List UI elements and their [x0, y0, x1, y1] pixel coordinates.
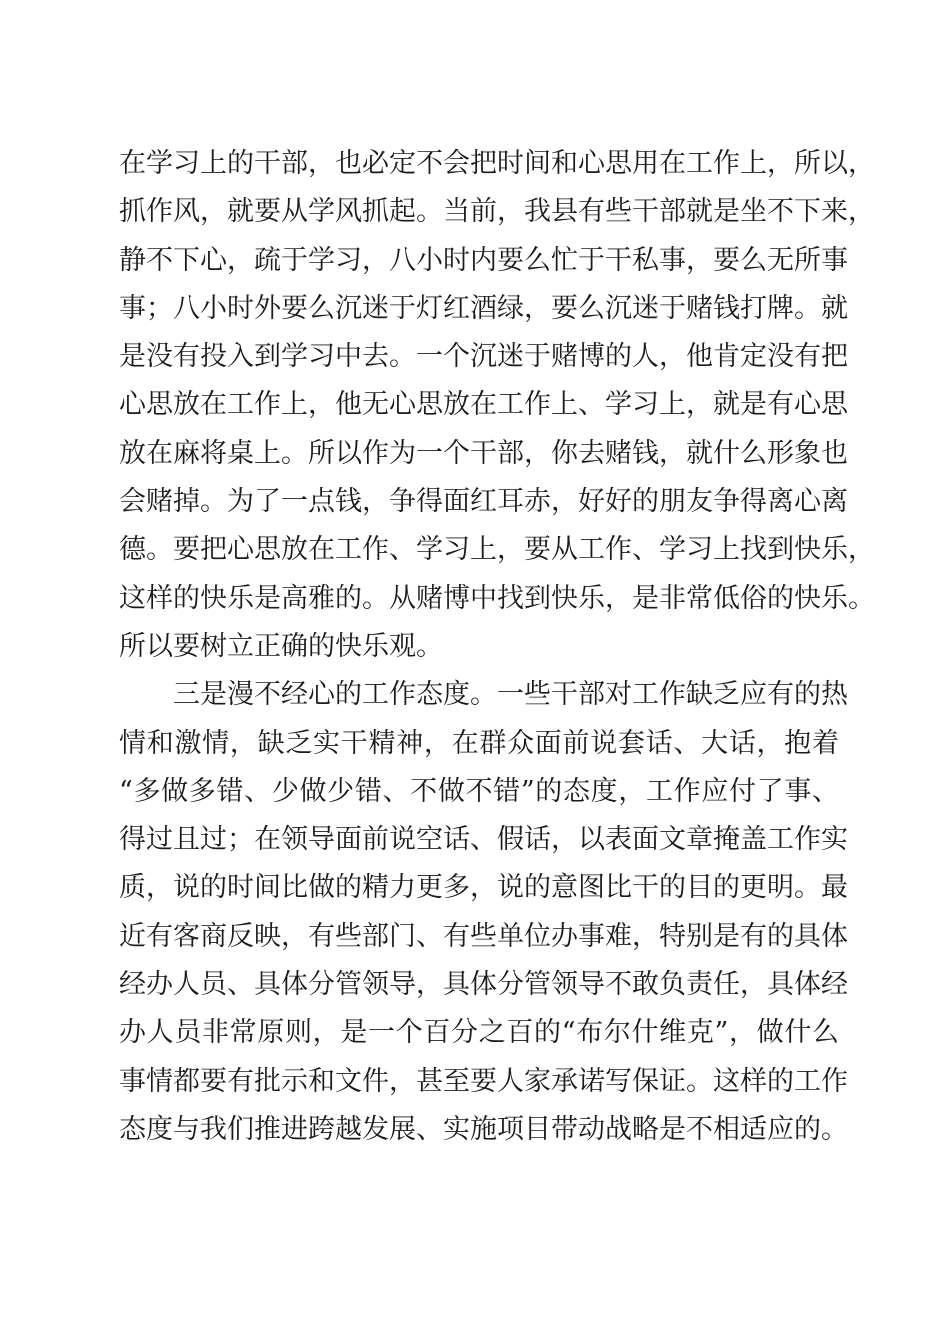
text-line: 得过且过；在领导面前说空话、假话，以表面文章掩盖工作实	[119, 824, 848, 856]
text-line: 近有客商反映，有些部门、有些单位办事难，特别是有的具体	[119, 920, 848, 952]
text-line: 会赌掉。为了一点钱，争得面红耳赤，好好的朋友争得离心离	[119, 486, 848, 518]
text-line: 情和激情，缺乏实干精神，在群众面前说套话、大话，抱着	[119, 727, 839, 759]
text-line: 抓作风，就要从学风抓起。当前，我县有些干部就是坐不下来，	[119, 196, 875, 228]
text-line: 德。要把心思放在工作、学习上，要从工作、学习上找到快乐，	[119, 534, 875, 566]
text-line: 静不下心，疏于学习，八小时内要么忙于干私事，要么无所事	[119, 244, 848, 276]
text-line: 事；八小时外要么沉迷于灯红酒绿，要么沉迷于赌钱打牌。就	[119, 292, 848, 324]
text-line: 质，说的时间比做的精力更多，说的意图比干的目的更明。最	[119, 872, 848, 904]
text-line: 办人员非常原则，是一个百分之百的“布尔什维克”，做什么	[119, 1017, 839, 1049]
body-text	[119, 140, 875, 1154]
text-line: 是没有投入到学习中去。一个沉迷于赌博的人，他肯定没有把	[119, 341, 848, 373]
text-line: 态度与我们推进跨越发展、实施项目带动战略是不相适应的。	[119, 1113, 848, 1145]
text-line: 事情都要有批示和文件，甚至要人家承诺写保证。这样的工作	[119, 1065, 848, 1097]
text-line: 在学习上的干部，也必定不会把时间和心思用在工作上，所以，	[119, 148, 875, 179]
text-line: “多做多错、少做少错、不做不错”的态度，工作应付了事、	[119, 775, 839, 807]
text-line: 所以要树立正确的快乐观。	[119, 630, 443, 662]
paragraph-start-line: 三是漫不经心的工作态度。一些干部对工作缺乏应有的热	[173, 679, 848, 711]
text-line: 经办人员、具体分管领导，具体分管领导不敢负责任，具体经	[119, 969, 848, 1001]
text-line: 心思放在工作上，他无心思放在工作上、学习上，就是有心思	[119, 389, 848, 421]
text-line: 这样的快乐是高雅的。从赌博中找到快乐，是非常低俗的快乐。	[119, 582, 875, 614]
text-line: 放在麻将桌上。所以作为一个干部，你去赌钱，就什么形象也	[119, 437, 848, 469]
